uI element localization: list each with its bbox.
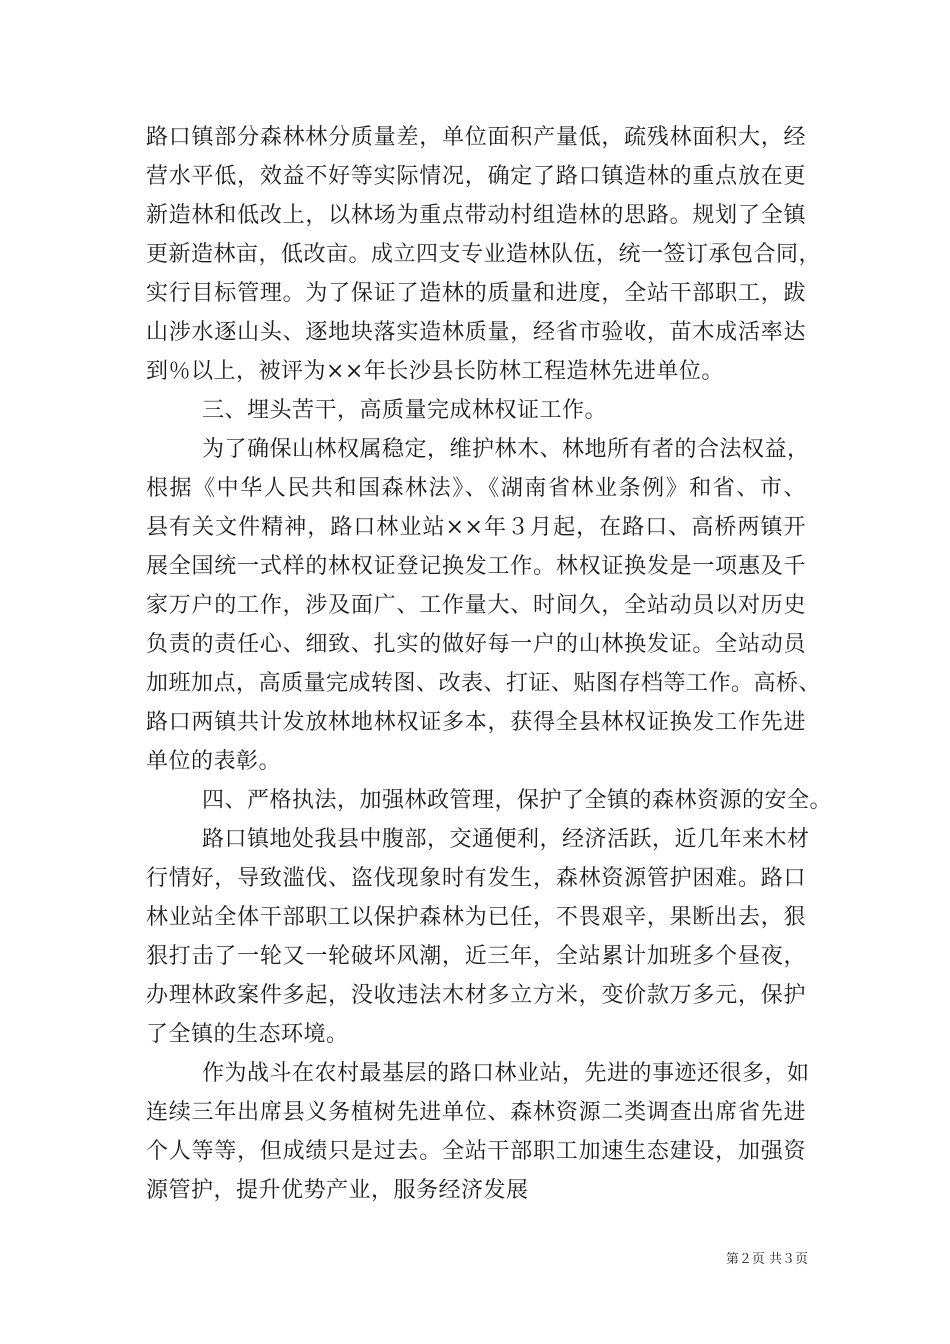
paragraph-first-line: 为了确保山林权属稳定，维护林木、林地所有者的合法权益， [202,437,810,462]
section-heading: 四、严格执法，加强林政管理，保护了全镇的森林资源的安全。 [202,788,833,813]
body-line: 新造林和低改上，以林场为重点带动村组造林的思路。规划了全镇 [146,203,806,228]
body-line: 家万户的工作，涉及面广、工作量大、时间久，全站动员以对历史 [146,593,806,618]
body-line: 更新造林亩，低改亩。成立四支专业造林队伍，统一签订承包合同， [146,242,822,267]
paragraph-first-line: 路口镇地处我县中腹部，交通便利，经济活跃，近几年来木材 [202,827,810,852]
page-number: 第２页 共３页 [725,1252,808,1267]
body-line: 展全国统一式样的林权证登记换发工作。林权证换发是一项惠及千 [146,554,806,579]
body-line: 山涉水逐山头、逐地块落实造林质量，经省市验收，苗木成活率达 [146,320,806,345]
body-line: 县有关文件精神，路口林业站××年３月起，在路口、高桥两镇开 [146,515,806,540]
body-line: 了全镇的生态环境。 [146,1022,349,1047]
body-line: 行情好，导致滥伐、盗伐现象时有发生，森林资源管护困难。路口 [146,866,806,891]
body-line: 根据《中华人民共和国森林法》、《湖南省林业条例》和省、市、 [146,476,806,501]
document-body [146,118,833,1210]
body-line: 实行目标管理。为了保证了造林的质量和进度，全站干部职工，跋 [146,281,806,306]
body-line: 路口两镇共计发放林地林权证多本，获得全县林权证换发工作先进 [146,710,806,735]
body-line: 路口镇部分森林林分质量差，单位面积产量低，疏残林面积大，经 [146,125,806,150]
body-line: 负责的责任心、细致、扎实的做好每一户的山林换发证。全站动员 [146,632,806,657]
body-line: 源管护，提升优势产业，服务经济发展 [146,1178,529,1203]
body-line: 到％以上，被评为××年长沙县长防林工程造林先进单位。 [146,359,724,384]
body-line: 狠打击了一轮又一轮破坏风潮，近三年，全站累计加班多个昼夜， [146,944,806,969]
section-heading: 三、埋头苦干，高质量完成林权证工作。 [202,398,608,423]
body-line: 营水平低，效益不好等实际情况，确定了路口镇造林的重点放在更 [146,164,806,189]
body-line: 办理林政案件多起，没收违法木材多立方米，变价款万多元，保护 [146,983,806,1008]
body-line: 个人等等，但成绩只是过去。全站干部职工加速生态建设，加强资 [146,1139,806,1164]
body-line: 林业站全体干部职工以保护森林为已任，不畏艰辛，果断出去，狠 [146,905,806,930]
paragraph-first-line: 作为战斗在农村最基层的路口林业站，先进的事迹还很多，如 [202,1061,810,1086]
body-line: 单位的表彰。 [146,749,282,774]
body-line: 加班加点，高质量完成转图、改表、打证、贴图存档等工作。高桥、 [146,671,822,696]
body-line: 连续三年出席县义务植树先进单位、森林资源二类调查出席省先进 [146,1100,806,1125]
